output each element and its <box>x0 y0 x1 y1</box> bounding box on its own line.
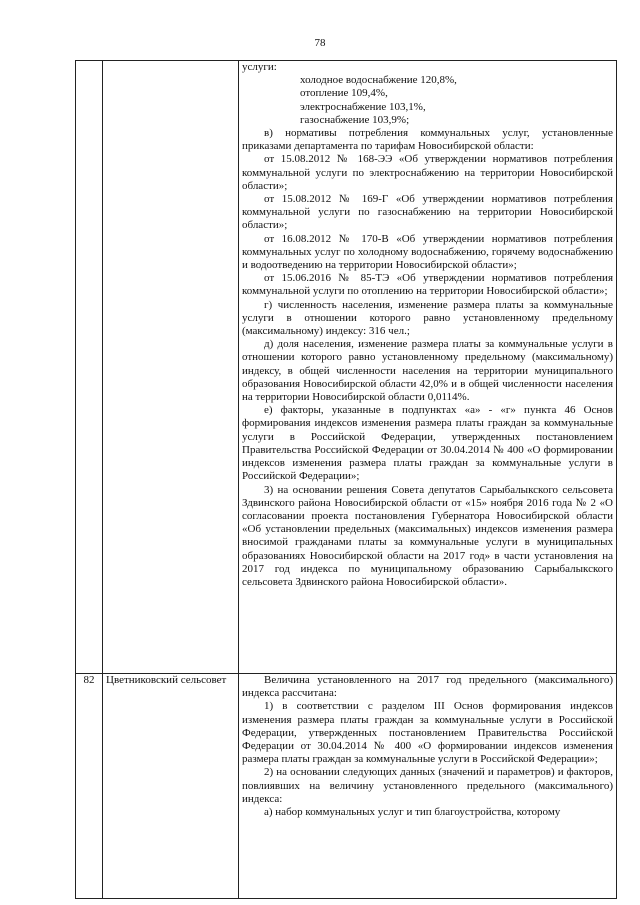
page-number: 78 <box>314 37 326 49</box>
paragraph: услуги: <box>242 61 277 73</box>
municipality-name-cell <box>103 61 239 674</box>
tariff-line: электроснабжение 103,1%, <box>300 100 426 113</box>
paragraph: 3) на основании решения Совета депутатов Сарыбалыкского сельсовета Здвинского района Новосибирской области от «15» ноября 2016 года № 2 «О согласовании проекта постановления Губернатора Новосибирской области «Об установлении предельных (максимальных) индексов изменения размера вносимой гражданами платы за коммунальные услуги в муниципальных образованиях Новосибирской области на 2017 год» в части установления на 2017 год индекса по муниципальному образованию Сарыбалыкского сельсовета Здвинского района Новосибирской области». <box>242 483 613 588</box>
paragraph: от 15.08.2012 № 169-Г «Об утверждении нормативов потребления коммунальной услуги по газоснабжению на территории Новосибирской области»; <box>242 193 613 232</box>
description-cell <box>239 61 617 674</box>
paragraph: от 15.06.2016 № 85-ТЭ «Об утверждении нормативов потребления коммунальной услуги по отоплению на территории Новосибирской области»; <box>242 272 613 298</box>
paragraph: а) набор коммунальных услуг и тип благоустройства, которому <box>264 806 561 819</box>
municipality-name-cell: Цветниковский сельсовет <box>103 674 239 899</box>
tariff-line: газоснабжение 103,9%; <box>300 113 410 126</box>
row-number-cell <box>76 61 103 674</box>
paragraph: Величина установленного на 2017 год предельного (максимального) индекса рассчитана: <box>242 674 613 700</box>
row-number-cell: 82 <box>76 674 103 899</box>
paragraph: в) нормативы потребления коммунальных услуг, установленные приказами департамента по тарифам Новосибирской области: <box>242 127 613 153</box>
table-row <box>76 61 617 674</box>
paragraph: от 15.08.2012 № 168-ЭЭ «Об утверждении нормативов потребления коммунальной услуги по электроснабжению на территории Новосибирской области»; <box>242 153 613 192</box>
paragraph: 1) в соответствии с разделом III Основ формирования индексов изменения размера платы граждан за коммунальные услуги в Российской Федерации, утвержденных постановлением Правительства Российской Федерации от 30.04.2014 № 400 «О формировании индексов изменения размера платы граждан за коммунальные услуги в Российской Федерации»; <box>242 700 613 766</box>
paragraph: е) факторы, указанные в подпунктах «а» - «г» пункта 46 Основ формирования индексов изменения размера платы граждан за коммунальные услуги в Российской Федерации, утвержденных постановлением Правительства Российской Федерации от 30.04.2014 № 400 «О формировании индексов изменения размера платы граждан за коммунальные услуги в Российской Федерации»; <box>242 404 613 483</box>
tariff-line: холодное водоснабжение 120,8%, <box>300 74 457 87</box>
paragraph: д) доля населения, изменение размера платы за коммунальные услуги в отношении которого равно установленному предельному (максимальному) индексу, в общей численности населения на территории муниципального образования Новосибирской области 42,0% и в общей численности населения на территории Новосибирской области 0,0114%. <box>242 338 613 404</box>
paragraph: г) численность населения, изменение размера платы за коммунальные услуги в отношении которого равно установленному предельному (максимальному) индексу: 316 чел.; <box>242 298 613 338</box>
tariff-line: отопление 109,4%, <box>300 87 388 100</box>
index-table <box>75 60 617 899</box>
description-cell <box>239 674 617 899</box>
paragraph: от 16.08.2012 № 170-В «Об утверждении нормативов потребления коммунальных услуг по холодному водоснабжению, горячему водоснабжению и водоотведению на территории Новосибирской области»; <box>242 232 613 272</box>
table-row <box>76 674 617 899</box>
paragraph: 2) на основании следующих данных (значений и параметров) и факторов, повлиявших на величину установленного предельного (максимального) индекса: <box>242 766 613 805</box>
